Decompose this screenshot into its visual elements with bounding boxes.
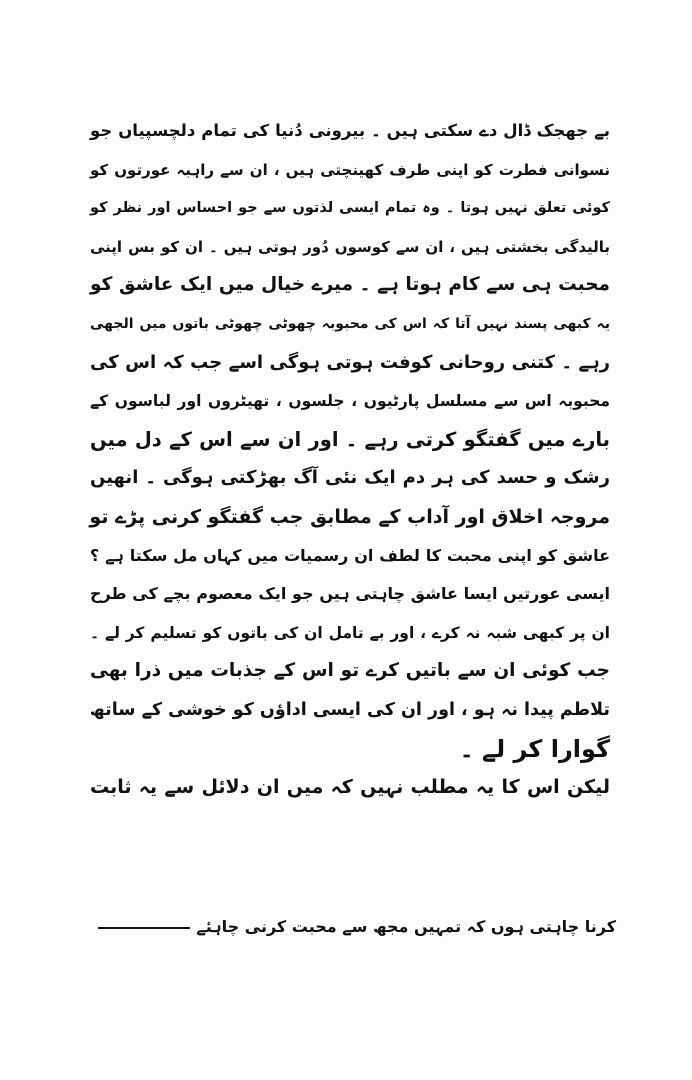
text-line: رشک و حسد کی ہر دم ایک نئی آگ بھڑکتی ہوگی ۔ انھیں [90, 467, 610, 489]
text-line: بارے میں گفتگو کرتی رہے ۔ اور ان سے اس کے دل میں [90, 427, 610, 451]
closing-line [96, 908, 616, 946]
text-line: ایسی عورتیں ایسا عاشق چاہتی ہیں جو ایک معصوم بچے کی طرح [90, 584, 610, 604]
text-line: تلاطم پیدا نہ ہو ، اور ان کی ایسی اداؤں کو خوشی کے ساتھ [89, 699, 610, 720]
text-line: گوارا کر لے ۔ [459, 734, 610, 763]
text-line: نسوانی فطرت کو اپنی طرف کھینچتی ہیں ، ان سے راہبہ عورتوں کو [90, 160, 610, 179]
text-line: لیکن اس کا یہ مطلب نہیں کہ میں ان دلائل سے یہ ثابت [90, 776, 610, 799]
closing-line-text: کرنا چاہتی ہوں کہ تمہیں مجھ سے محبت کرنی چاہئے [196, 917, 616, 936]
text-line: محبت ہی سے کام ہوتا ہے ۔ میرے خیال میں ایک عاشق کو [90, 274, 610, 296]
text-line: بے جھجک ڈال دے سکتی ہیں ۔ بیرونی دُنیا کی تمام دلچسپیاں جو [90, 121, 610, 140]
text-line: بالیدگی بخشتی ہیں ، ان سے کوسوں دُور ہوتی ہیں ۔ ان کو بس اپنی [90, 237, 610, 256]
text-line: مروجہ اخلاق اور آداب کے مطابق جب گفتگو کرنی پڑے تو [89, 505, 610, 528]
body-text [90, 112, 610, 807]
text-line: رہے ۔ کتنی روحانی کوفت ہوتی ہوگی اسے جب کہ اس کی [90, 351, 610, 373]
text-line: جب کوئی ان سے باتیں کرے تو اس کے جذبات میں ذرا بھی [90, 660, 610, 682]
text-line: کوئی تعلق نہیں ہوتا ۔ وہ تمام ایسی لذتوں سے جو احساس اور نظر کو [90, 200, 610, 217]
text-line: یہ کبھی پسند نہیں آتا کہ اس کی محبوبہ چھوٹی چھوٹی باتوں میں الجھی [90, 315, 610, 332]
text-line: عاشق کو اپنی محبت کا لطف ان رسمیات میں کہاں مل سکتا ہے ؟ [90, 545, 610, 565]
text-line: محبوبہ اس سے مسلسل پارٹیوں ، جلسوں ، تھیٹروں اور لباسوں کے [90, 392, 610, 411]
closing-dash [98, 927, 190, 929]
text-line: ان پر کبھی شبہ نہ کرے ، اور بے تامل ان کی باتوں کو تسلیم کر لے ۔ [90, 623, 610, 642]
